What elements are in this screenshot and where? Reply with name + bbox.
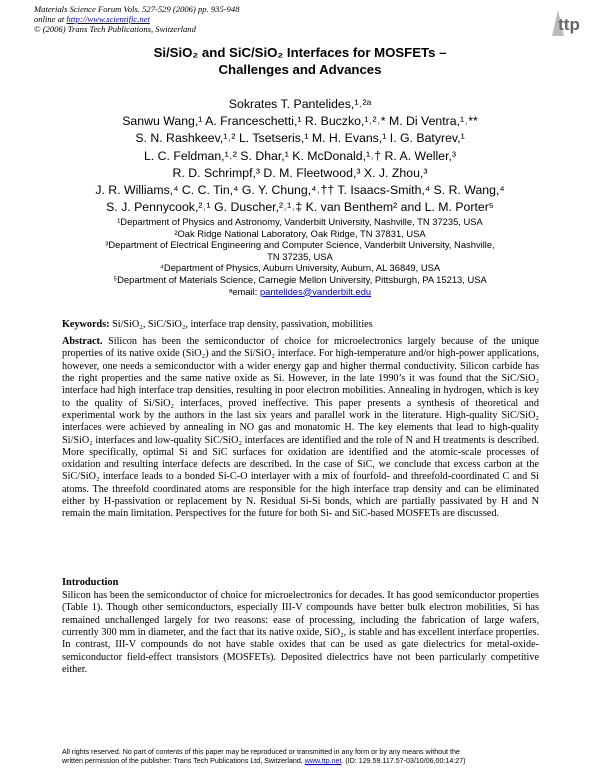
- affiliation: ⁵Department of Materials Science, Carnegie Mellon University, Pittsburgh, PA 15213, USA: [113, 273, 487, 285]
- keywords: [62, 319, 562, 331]
- author-line: J. R. Williams,⁴ C. C. Tin,⁴ G. Y. Chung,⁴˒†† T. Isaacs-Smith,⁴ S. R. Wang,⁴: [95, 183, 505, 198]
- author-line: S. J. Pennycook,²˒¹ G. Duscher,²˒¹˒‡ K. van Benthem² and L. M. Porter⁵: [106, 200, 494, 215]
- abstract-label: Abstract.: [62, 336, 103, 347]
- copyright-line: © (2006) Trans Tech Publications, Switzerland: [34, 24, 196, 34]
- abstract: [62, 336, 539, 521]
- publisher-link[interactable]: http://www.scientific.net: [66, 14, 150, 24]
- footer-line-1: All rights reserved. No part of contents of this paper may be reproduced or transmitted in any form or by any means without the: [62, 748, 460, 756]
- email-line: [0, 286, 600, 298]
- introduction-body: Silicon has been the semiconductor of choice for microelectronics for decades. It has good semiconductor properties (Table 1). Though other semiconductors, especially III-V compounds have better bulk electron mobilities, Si has remained unchallenged largely for two reasons: ease of processing, including the fabrication of large wafers, currently 300 mm in diameter, and the fact that its native oxide, SiO₂, is stable and has excellent interface properties. In contrast, III-V compounds do not have stable oxides that can be used as gate dielectrics for metal-oxide-semiconductor field-effect transistors (MOSFETs). Deposited dielectrics have not been particularly competitive either.: [62, 590, 539, 675]
- copyright-footer: [62, 748, 542, 766]
- keywords-label: Keywords:: [62, 319, 110, 330]
- author-list: [0, 96, 600, 216]
- affiliations: [0, 216, 600, 297]
- online-prefix: online at: [34, 14, 65, 24]
- affiliation: TN 37235, USA: [267, 250, 333, 262]
- footer-suffix: . (ID: 129.59.117.57-03/10/06,00:14:27): [341, 757, 466, 765]
- abstract-text: Silicon has been the semiconductor of choice for microelectronics largely because of the unique properties of its native oxide (SiO₂) and the Si/SiO₂ interface. For high-temperature and/or high-power applications, however, one needs a semiconductor with a wider energy gap and higher thermal conductivity. Silicon carbide has the right properties and the same native oxide as Si. However, in the late 1990’s it was found that the SiC/SiO₂ interface had high interface trap densities, resulting in poor electron mobilities. Annealing in hydrogen, which is key to the quality of Si/SiO₂ interfaces, proved ineffective. This paper presents a synthesis of theoretical and experimental work by the authors in the last six years and parallel work in the literature. High-quality SiC/SiO₂ interfaces were achieved by annealing in NO gas and monatomic H. The key elements that lead to high-quality Si/SiO₂ interfaces and low-quality SiC/SiO₂ interfaces are identified and the role of N and H treatments is described. More specifically, optimal Si and SiC surfaces for oxidation are identified and the atomic-scale processes of oxidation and resulting interface defects are described. In the case of SiC, we conclude that excess carbon at the SiC/SiO₂ interface leads to a bonded Si-C-O interlayer with a mix of fourfold- and threefold-coordinated C and Si atoms. The threefold coordinated atoms are responsible for the high interface trap density and can be eliminated either by H-passivation or replacement by N. Residual Si-Si bonds, which are partially passivated by H and N remain the main limitation. Perspectives for the future for both Si- and SiC-based MOSFETs are discussed.: [62, 336, 540, 520]
- author-line: L. C. Feldman,¹˒² S. Dhar,¹ K. McDonald,¹˒† R. A. Weller,³: [143, 148, 457, 163]
- email-prefix: ᵃemail:: [228, 285, 258, 297]
- keywords-text: Si/SiO₂, SiC/SiO₂, interface trap density, passivation, mobilities: [112, 319, 373, 330]
- footer-prefix: written permission of the publisher: Trans Tech Publications Ltd, Switzerland,: [62, 757, 303, 765]
- journal-header: [34, 4, 240, 34]
- journal-citation: Materials Science Forum Vols. 527-529 (2006) pp. 935-948: [34, 4, 240, 14]
- affiliation: ¹Department of Physics and Astronomy, Vanderbilt University, Nashville, TN 37235, USA: [117, 216, 483, 227]
- author-line: Sokrates T. Pantelides,¹˒²ᵃ: [228, 97, 372, 111]
- section-heading-introduction: Introduction: [62, 577, 119, 588]
- title-line-2: Challenges and Advances: [218, 61, 382, 77]
- title-line-1: Si/SiO₂ and SiC/SiO₂ Interfaces for MOSFETs –: [153, 45, 447, 60]
- email-link[interactable]: pantelides@vanderbilt.edu: [259, 285, 372, 297]
- online-line: [34, 14, 240, 24]
- author-line: Sanwu Wang,¹ A. Franceschetti,¹ R. Buczko,¹˒²˒* M. Di Ventra,¹˒**: [122, 114, 478, 129]
- affiliation: ³Department of Electrical Engineering and Computer Science, Vanderbilt University, Nashville,: [105, 239, 495, 251]
- affiliation: ⁴Department of Physics, Auburn University, Auburn, AL 36849, USA: [159, 262, 441, 274]
- ttp-logo: [548, 8, 588, 38]
- footer-line-2: [62, 757, 542, 766]
- author-line: R. D. Schrimpf,³ D. M. Fleetwood,³ X. J. Zhou,³: [172, 165, 428, 180]
- logo-text: ttp: [558, 15, 580, 34]
- author-line: S. N. Rashkeev,¹˒² L. Tsetseris,¹ M. H. Evans,¹ I. G. Batyrev,¹: [135, 131, 465, 146]
- footer-link[interactable]: www.ttp.net: [304, 757, 342, 765]
- paper-title: [0, 45, 600, 78]
- affiliation: ²Oak Ridge National Laboratory, Oak Ridge, TN 37831, USA: [174, 227, 426, 239]
